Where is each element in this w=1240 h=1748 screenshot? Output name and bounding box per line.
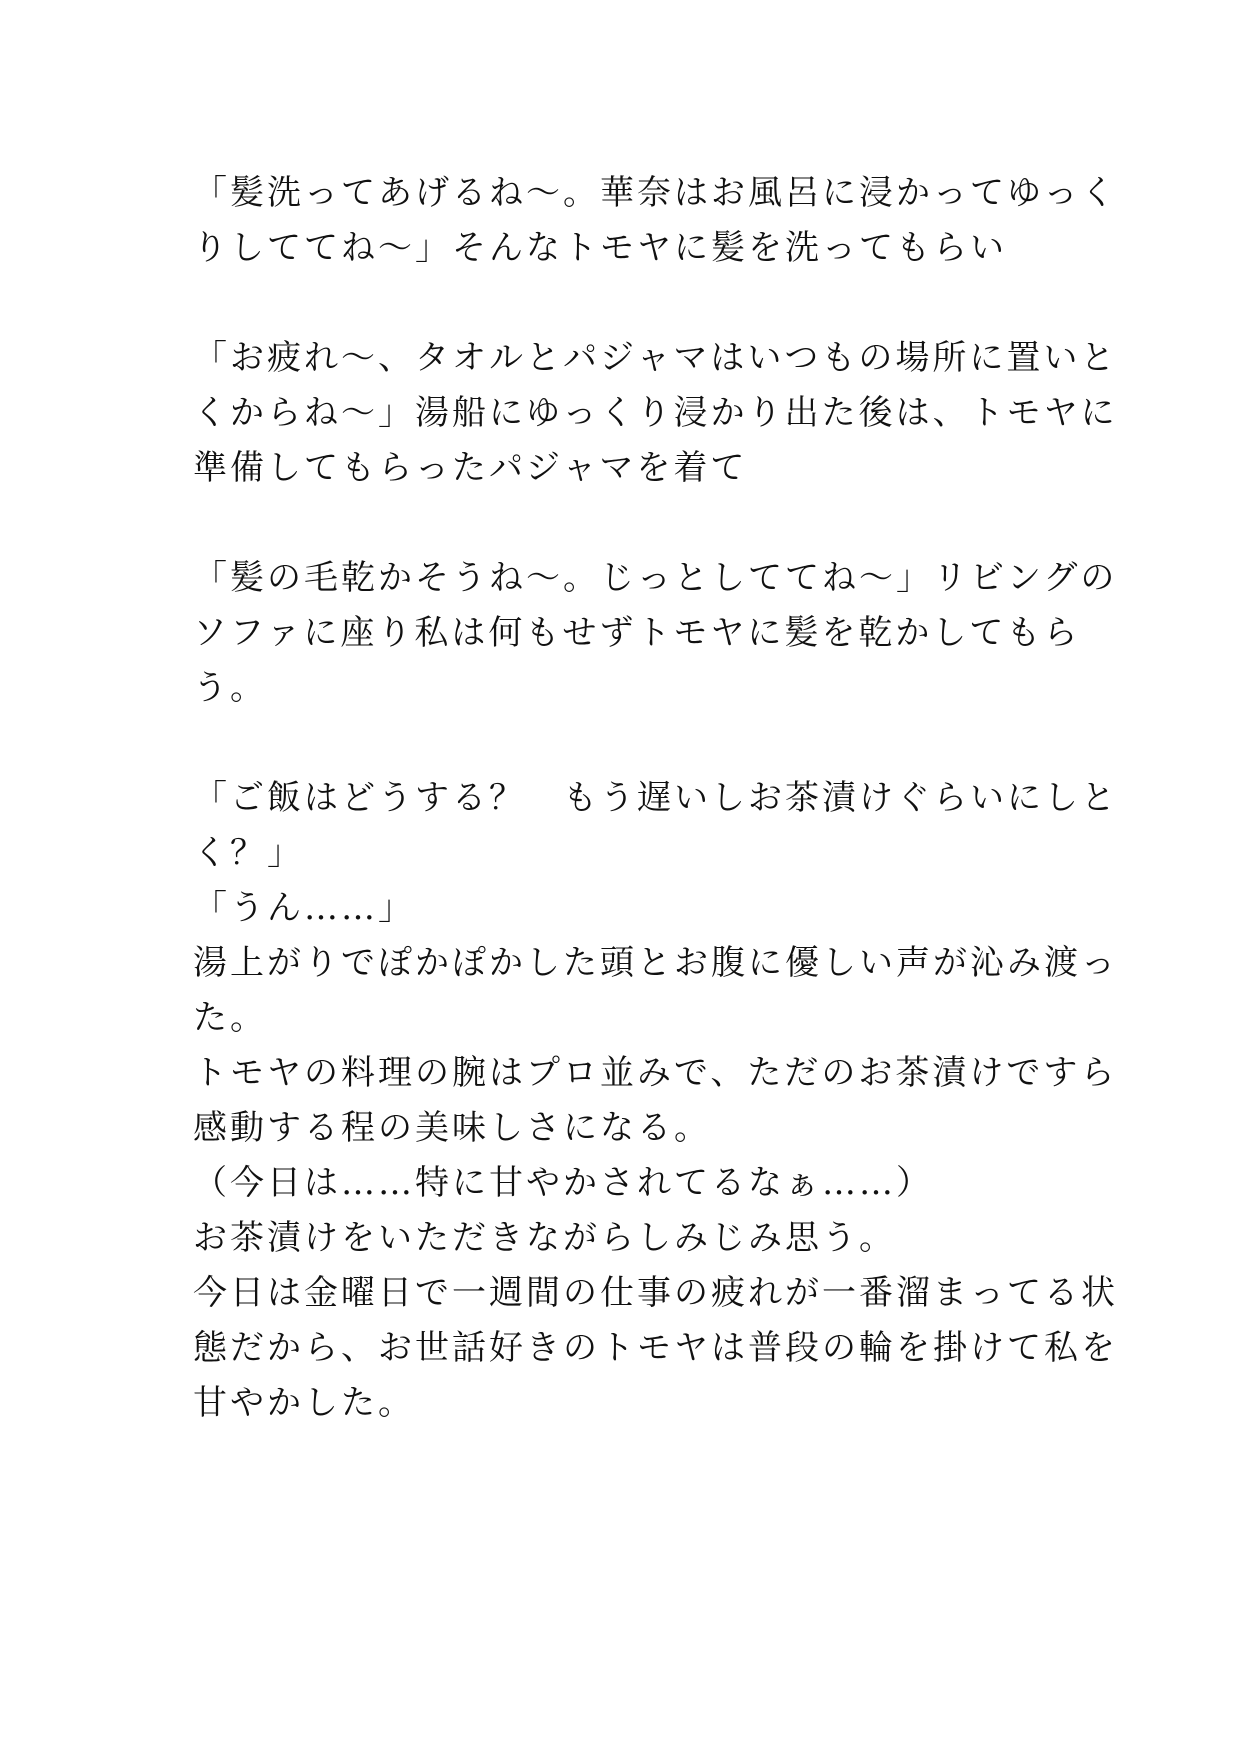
text-line: 「髪の毛乾かそうね〜。じっとしててね〜」リビングの: [193, 558, 1118, 598]
text-line: トモヤの料理の腕はプロ並みで、ただのお茶漬けですら: [193, 1053, 1118, 1093]
text-line: りしててね〜」そんなトモヤに髪を洗ってもらい: [193, 228, 1007, 268]
text-line: 態だから、お世話好きのトモヤは普段の輪を掛けて私を: [193, 1328, 1118, 1368]
text-line: 準備してもらったパジャマを着て: [193, 448, 748, 488]
text-line: 今日は金曜日で一週間の仕事の疲れが一番溜まってる状: [193, 1273, 1118, 1313]
text-line: くからね〜」湯船にゆっくり浸かり出た後は、トモヤに: [193, 393, 1118, 433]
text-line: く？」: [193, 833, 304, 873]
text-line: 「お疲れ〜、タオルとパジャマはいつもの場所に置いと: [193, 338, 1118, 378]
paragraph-gap: [193, 496, 1073, 551]
text-line: 感動する程の美味しさになる。: [193, 1108, 711, 1148]
text-line: た。: [193, 998, 267, 1038]
text-line: 「うん……」: [193, 888, 415, 928]
paragraph-gap: [193, 276, 1073, 331]
text-line: 甘やかした。: [193, 1383, 415, 1423]
body-text: [193, 166, 1118, 1431]
text-line: お茶漬けをいただきながらしみじみ思う。: [193, 1218, 896, 1258]
text-line: （今日は……特に甘やかされてるなぁ……）: [193, 1163, 933, 1203]
text-line: 「ご飯はどうする？ もう遅いしお茶漬けぐらいにしと: [193, 778, 1118, 818]
text-line: ソファに座り私は何もせずトモヤに髪を乾かしてもら: [193, 613, 1081, 653]
text-line: う。: [193, 668, 267, 708]
paragraph-gap: [193, 716, 1073, 771]
text-line: 「髪洗ってあげるね〜。華奈はお風呂に浸かってゆっく: [193, 173, 1118, 213]
text-line: 湯上がりでぽかぽかした頭とお腹に優しい声が沁み渡っ: [193, 943, 1118, 983]
